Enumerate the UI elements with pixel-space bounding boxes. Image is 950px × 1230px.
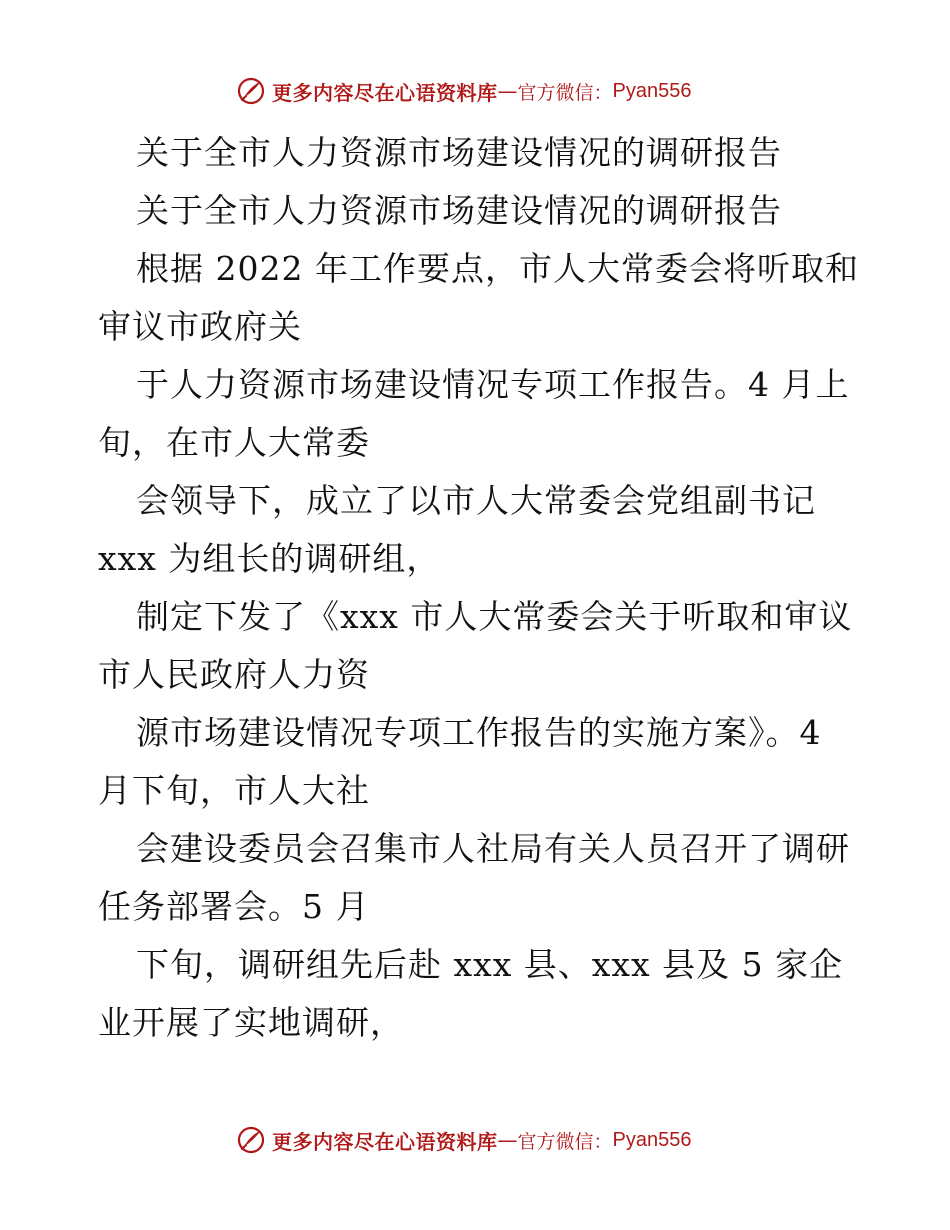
- watermark-brand: 更多内容尽在心语资料库: [272, 1129, 498, 1154]
- paragraph-line: 下旬，调研组先后赴 xxx 县、xxx 县及 5 家企: [136, 945, 844, 984]
- watermark-dash: —: [497, 1128, 518, 1152]
- paragraph-line: 制定下发了《xxx 市人大常委会关于听取和审议: [136, 597, 853, 636]
- footer-watermark: [236, 1123, 716, 1157]
- paragraph-line: 会领导下，成立了以市人大常委会党组副书记: [136, 481, 816, 520]
- paragraph-line: 会建设委员会召集市人社局有关人员召开了调研: [136, 829, 850, 868]
- watermark-dash: —: [497, 79, 518, 103]
- watermark-wechat-label: 官方微信：: [517, 81, 613, 104]
- paragraph-line: xxx 为组长的调研组，: [98, 539, 441, 578]
- paragraph-line: 业开展了实地调研，: [98, 1003, 404, 1042]
- watermark-account: Pyan556: [612, 79, 692, 102]
- paragraph-line: 市人民政府人力资: [98, 655, 370, 694]
- watermark-wechat-label: 官方微信：: [517, 1130, 613, 1153]
- document-body: [98, 124, 858, 1052]
- watermark-account: Pyan556: [612, 1128, 692, 1151]
- paragraph-line: 审议市政府关: [98, 307, 302, 346]
- paragraph-line: 根据 2022 年工作要点，市人大常委会将听取和: [136, 249, 859, 288]
- document-title-repeat: 关于全市人力资源市场建设情况的调研报告: [136, 191, 782, 230]
- document-title: 关于全市人力资源市场建设情况的调研报告: [136, 133, 782, 172]
- paragraph-line: 源市场建设情况专项工作报告的实施方案》。4: [136, 713, 822, 752]
- feather-pen-circle-icon: [236, 1125, 266, 1155]
- paragraph-line: 于人力资源市场建设情况专项工作报告。4 月上: [136, 365, 850, 404]
- watermark-brand: 更多内容尽在心语资料库: [272, 80, 498, 105]
- paragraph-line: 旬，在市人大常委: [98, 423, 370, 462]
- paragraph-line: 任务部署会。5 月: [98, 887, 370, 926]
- paragraph-line: 月下旬，市人大社: [98, 771, 370, 810]
- header-watermark: [236, 74, 716, 108]
- feather-pen-circle-icon: [236, 76, 266, 106]
